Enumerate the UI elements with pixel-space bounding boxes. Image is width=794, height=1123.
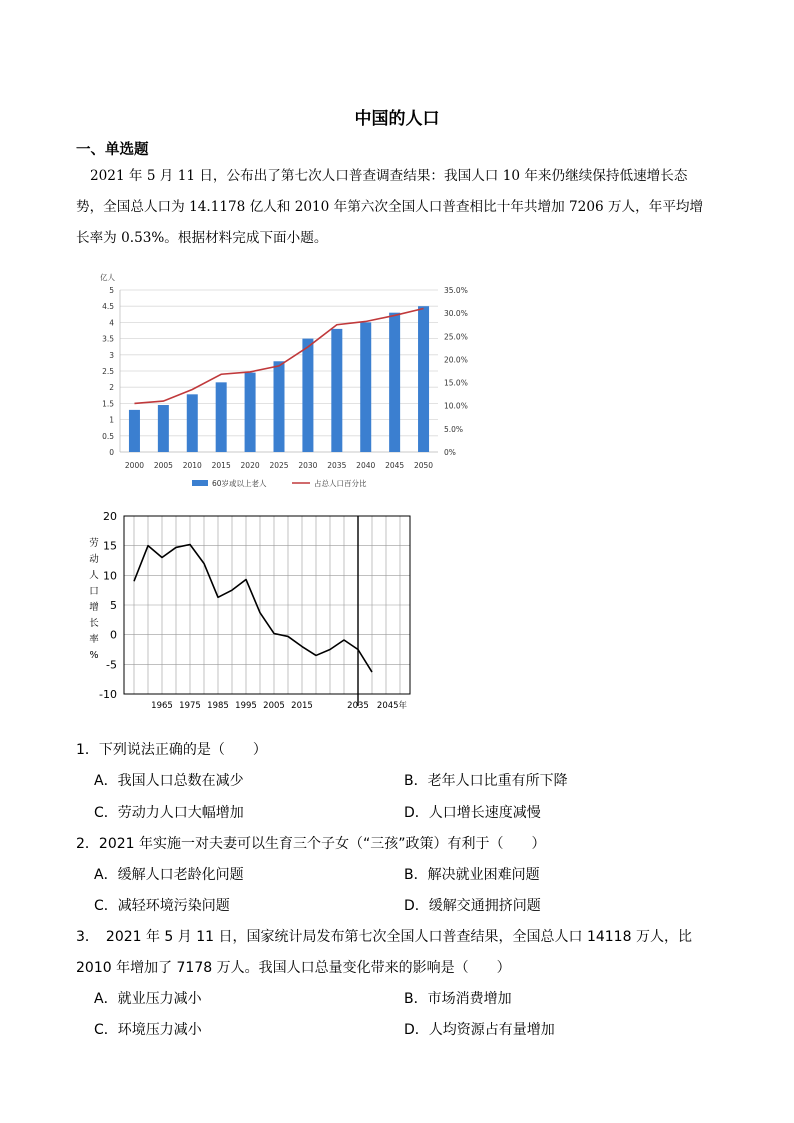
bar (331, 329, 342, 452)
intro-line-1: 2021 年 5 月 11 日，公布出了第七次人口普查调查结果：我国人口 10 年来仍继续保持低速增长态 (90, 168, 688, 184)
x-tick-label: 2045 (385, 461, 405, 470)
y-tick-label: 0 (109, 448, 114, 457)
x-tick-label: 2005 (153, 461, 173, 470)
y2-tick-label: 30.0% (444, 309, 468, 319)
x-tick-label: 2040 (356, 461, 376, 470)
bar (274, 361, 285, 452)
bar (389, 313, 400, 452)
x-tick-label: 2020 (240, 461, 260, 470)
bar (418, 306, 429, 452)
y-axis-label-char: 增 (89, 602, 99, 613)
y-tick-label: 2.5 (102, 367, 114, 376)
x-tick-label: 1965 (151, 701, 173, 711)
x-tick-label: 2010 (182, 461, 202, 470)
y-tick-label: 10 (103, 569, 117, 583)
y-axis-label-char: 动 (89, 554, 99, 565)
y2-tick-label: 0% (444, 448, 456, 457)
question-3-option-d[interactable]: D．人均资源占有量增加 (404, 1022, 555, 1038)
y-tick-label: 0.5 (102, 431, 114, 441)
x-tick-label: 1995 (235, 701, 257, 711)
y-axis-label-char: % (89, 650, 99, 661)
y-tick-label: 5 (110, 599, 117, 612)
y-axis-label-char: 人 (89, 570, 99, 581)
x-tick-label: 2035 (327, 461, 347, 470)
bar (187, 394, 198, 452)
y-tick-label: 1 (109, 415, 114, 425)
y-tick-label: 5 (109, 286, 114, 295)
intro-line-2: 势，全国总人口为 14.1178 亿人和 2010 年第六次全国人口普查相比十年共增加 7206 万人，年平均增 (76, 199, 704, 215)
y-tick-label: 15 (103, 539, 117, 553)
question-1-option-b[interactable]: B．老年人口比重有所下降 (404, 773, 568, 789)
y-axis-label-char: 长 (89, 618, 99, 629)
y-unit-label: 亿人 (100, 273, 115, 282)
x-tick-label: 1985 (207, 701, 229, 711)
y2-tick-label: 35.0% (444, 286, 468, 295)
y2-tick-label: 15.0% (444, 378, 468, 388)
elderly-population-chart (96, 268, 496, 496)
bar (302, 339, 313, 452)
x-tick-label: 2025 (269, 461, 289, 470)
labor-growth-chart (84, 506, 414, 718)
legend-bar-swatch (192, 480, 208, 486)
x-tick-label: 2000 (124, 461, 145, 470)
bar (216, 382, 227, 452)
question-3-option-a[interactable]: A．就业压力减小 (94, 991, 202, 1007)
legend-bar-label: 60岁或以上老人 (212, 479, 267, 488)
x-tick-label: 2035 (347, 701, 369, 711)
y-tick-label: 1.5 (102, 399, 114, 409)
question-2-option-a[interactable]: A．缓解人口老龄化问题 (94, 867, 244, 883)
y2-tick-label: 25.0% (444, 332, 468, 342)
question-3-option-c[interactable]: C．环境压力减小 (94, 1022, 202, 1038)
y-tick-label: 3 (109, 350, 114, 360)
question-2-option-d[interactable]: D．缓解交通拥挤问题 (404, 898, 541, 914)
x-tick-label: 1975 (179, 701, 201, 711)
question-3-stem-line-2: 2010 年增加了 7178 万人。我国人口总量变化带来的影响是（ ） (76, 960, 511, 976)
y2-tick-label: 5.0% (444, 424, 464, 434)
y-tick-label: 2 (109, 383, 114, 393)
y-tick-label: 3.5 (102, 334, 114, 344)
bar (129, 410, 140, 452)
y-tick-label: 4.5 (102, 302, 114, 312)
question-3-option-b[interactable]: B．市场消费增加 (404, 991, 512, 1007)
question-3-stem-line-1: 3． 2021 年 5 月 11 日，国家统计局发布第七次全国人口普查结果，全国总人口 14118 万人，比 (76, 929, 692, 945)
x-tick-label: 2015 (291, 701, 313, 711)
page-title: 中国的人口 (354, 109, 440, 129)
question-2-option-c[interactable]: C．减轻环境污染问题 (94, 898, 230, 914)
question-1-option-d[interactable]: D．人口增长速度减慢 (404, 805, 541, 821)
section-heading: 一、单选题 (76, 142, 149, 158)
bar (245, 373, 256, 452)
y-tick-label: 20 (103, 510, 117, 523)
x-tick-label: 2050 (413, 461, 434, 470)
y-axis-label-char: 率 (89, 634, 99, 645)
y-tick-label: 0 (110, 628, 117, 642)
x-tick-label: 2005 (263, 701, 285, 711)
legend-line-label: 占总人口百分比 (314, 479, 367, 488)
question-1-option-c[interactable]: C．劳动力人口大幅增加 (94, 805, 244, 821)
question-1-option-a[interactable]: A．我国人口总数在减少 (94, 773, 244, 789)
growth-rate-line (134, 544, 372, 672)
question-2-option-b[interactable]: B．解决就业困难问题 (404, 867, 540, 883)
intro-paragraph (76, 161, 718, 254)
intro-line-3: 长率为 0.53%。根据材料完成下面小题。 (76, 230, 328, 246)
y-tick-label: -5 (106, 658, 117, 672)
y-axis-label-char: 口 (89, 586, 99, 597)
question-2-stem: 2．2021 年实施一对夫妻可以生育三个子女（“三孩”政策）有利于（ ） (76, 836, 546, 852)
y-tick-label: -10 (99, 688, 117, 701)
y2-tick-label: 10.0% (444, 401, 468, 411)
x-tick-label: 2015 (211, 461, 231, 470)
y2-tick-label: 20.0% (444, 355, 468, 365)
bar (360, 322, 371, 452)
bar (158, 405, 169, 452)
x-tick-label: 2030 (298, 461, 318, 470)
x-tick-label: 2045年 (376, 701, 408, 711)
y-tick-label: 4 (109, 318, 114, 328)
question-1-stem: 1．下列说法正确的是（ ） (76, 742, 267, 758)
y-axis-label-char: 劳 (89, 538, 99, 549)
